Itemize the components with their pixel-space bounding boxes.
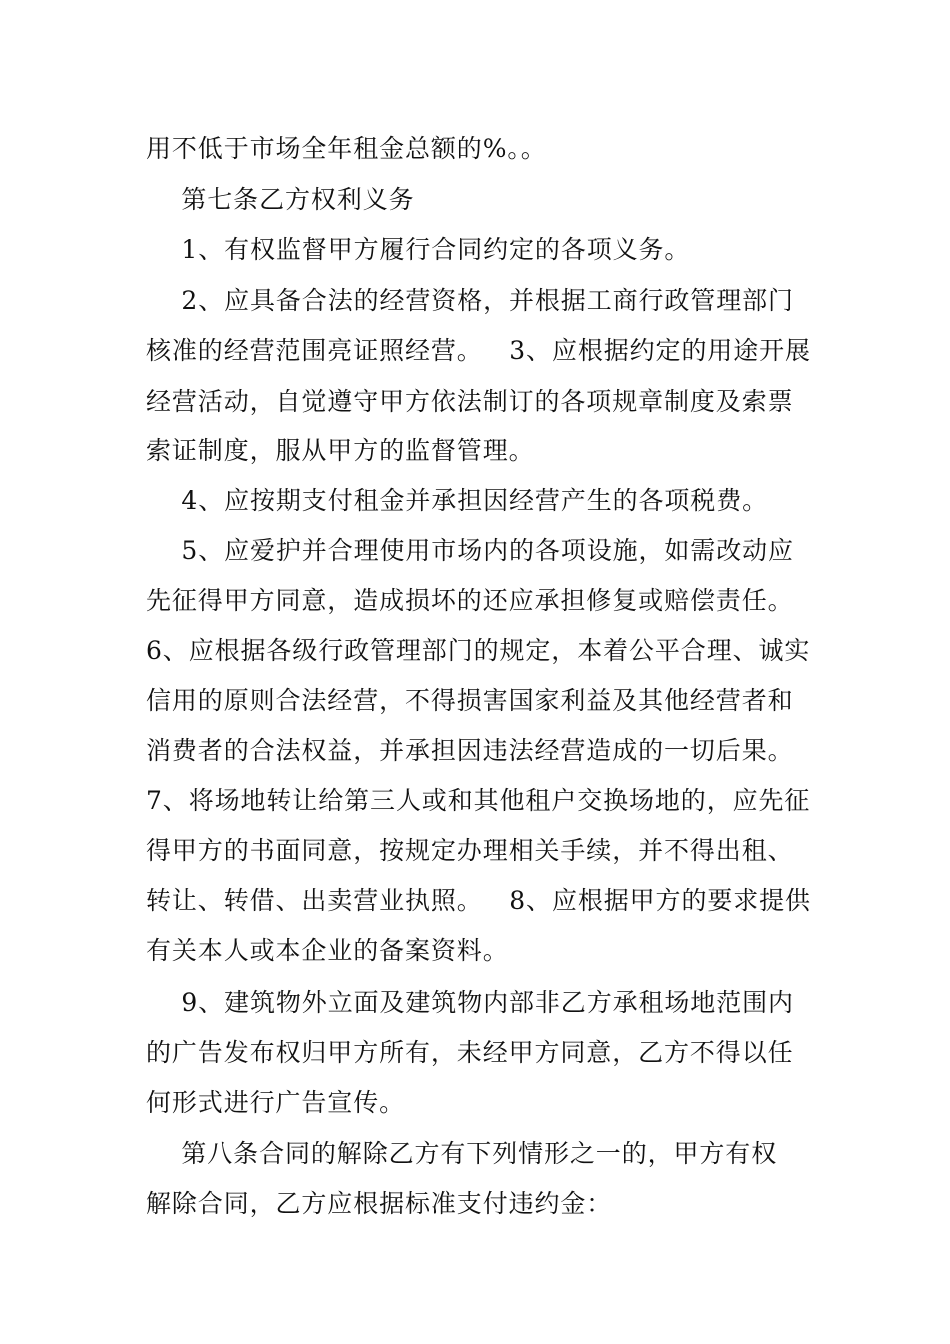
text-line: 核准的经营范围亮证照经营。 3、应根据约定的用途开展 — [146, 336, 811, 365]
text-line: 9、建筑物外立面及建筑物内部非乙方承租场地范围内 — [146, 988, 794, 1017]
text-line: 6、应根据各级行政管理部门的规定，本着公平合理、诚实 — [146, 636, 811, 665]
text-line: 有关本人或本企业的备案资料。 — [146, 936, 509, 965]
text-line: 先征得甲方同意，造成损坏的还应承担修复或赔偿责任。 — [146, 586, 794, 615]
text-line: 4、应按期支付租金并承担因经营产生的各项税费。 — [146, 486, 768, 515]
text-line: 用不低于市场全年租金总额的%。。 — [146, 134, 547, 163]
text-line: 的广告发布权归甲方所有，未经甲方同意，乙方不得以任 — [146, 1038, 794, 1067]
text-line: 信用的原则合法经营，不得损害国家利益及其他经营者和 — [146, 686, 794, 715]
text-line: 7、将场地转让给第三人或和其他租户交换场地的，应先征 — [146, 786, 811, 815]
text-line: 解除合同，乙方应根据标准支付违约金： — [146, 1189, 613, 1218]
text-line: 5、应爱护并合理使用市场内的各项设施，如需改动应 — [146, 536, 794, 565]
text-line: 1、有权监督甲方履行合同约定的各项义务。 — [146, 235, 691, 264]
text-line: 2、应具备合法的经营资格，并根据工商行政管理部门 — [146, 286, 794, 315]
text-line: 第七条乙方权利义务 — [146, 185, 415, 214]
text-line: 消费者的合法权益，并承担因违法经营造成的一切后果。 — [146, 736, 794, 765]
text-line: 第八条合同的解除乙方有下列情形之一的，甲方有权 — [146, 1139, 778, 1168]
text-line: 经营活动，自觉遵守甲方依法制订的各项规章制度及索票 — [146, 387, 794, 416]
text-line: 索证制度，服从甲方的监督管理。 — [146, 436, 535, 465]
text-line: 得甲方的书面同意，按规定办理相关手续，并不得出租、 — [146, 836, 794, 865]
text-line: 何形式进行广告宣传。 — [146, 1088, 406, 1117]
text-line: 转让、转借、出卖营业执照。 8、应根据甲方的要求提供 — [146, 886, 811, 915]
